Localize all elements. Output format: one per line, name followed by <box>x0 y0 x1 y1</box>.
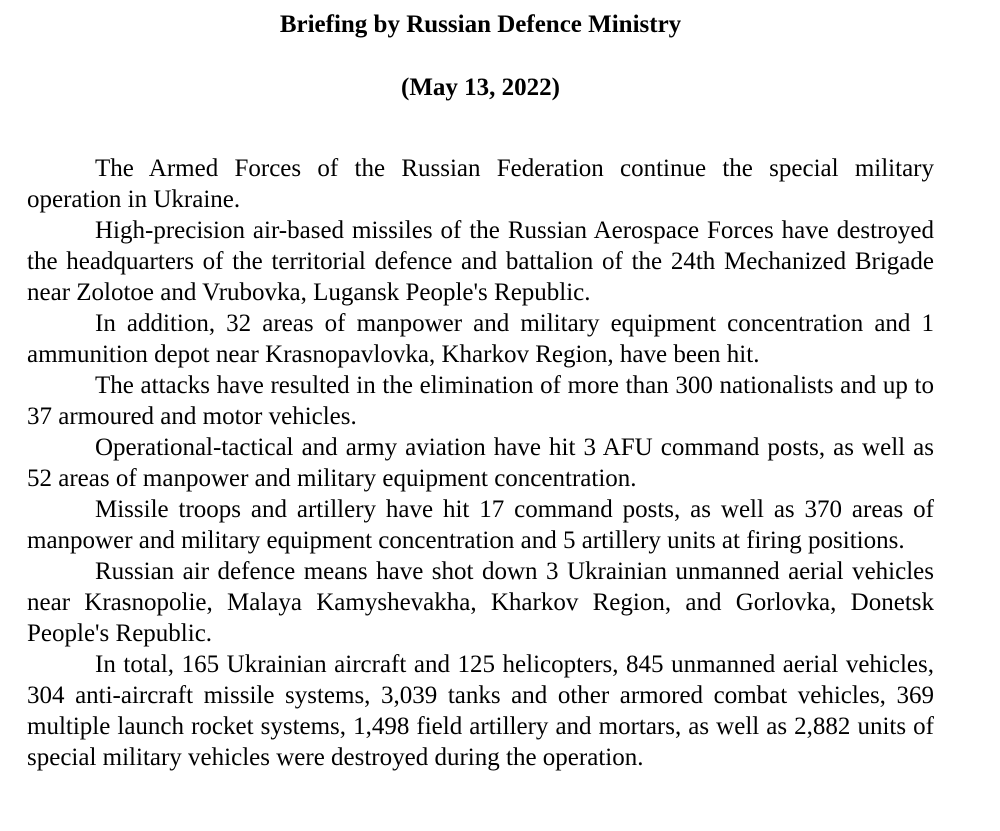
document-body <box>27 153 934 773</box>
paragraph: High-precision air-based missiles of the Russian Aerospace Forces have destroyed the headquarters of the territorial defence and battalion of the 24th Mechanized Brigade near Zolotoe and Vrubovka, Lugansk People's Republic. <box>27 217 934 306</box>
document-title: Briefing by Russian Defence Ministry <box>279 11 682 38</box>
document-date: (May 13, 2022) <box>401 74 560 101</box>
paragraph: In total, 165 Ukrainian aircraft and 125 helicopters, 845 unmanned aerial vehicles, 304 anti-aircraft missile systems, 3,039 tanks and other armored combat vehicles, 369 multiple launch rocket systems, 1,498 field artillery and mortars, as well as 2,882 units of special military vehicles were destroyed during the operation. <box>27 651 934 771</box>
paragraph: The attacks have resulted in the elimination of more than 300 nationalists and up to 37 armoured and motor vehicles. <box>27 372 934 430</box>
paragraph: In addition, 32 areas of manpower and military equipment concentration and 1 ammunition depot near Krasnopavlovka, Kharkov Region, have been hit. <box>27 310 934 368</box>
paragraph: Missile troops and artillery have hit 17 command posts, as well as 370 areas of manpower and military equipment concentration and 5 artillery units at firing positions. <box>27 496 934 554</box>
paragraph: Russian air defence means have shot down 3 Ukrainian unmanned aerial vehicles near Krasnopolie, Malaya Kamyshevakha, Kharkov Region, and Gorlovka, Donetsk People's Republic. <box>27 558 934 647</box>
document-page <box>27 0 934 773</box>
paragraph: The Armed Forces of the Russian Federation continue the special military operation in Ukraine. <box>27 155 934 213</box>
paragraph: Operational-tactical and army aviation have hit 3 AFU command posts, as well as 52 areas of manpower and military equipment concentration. <box>27 434 934 492</box>
